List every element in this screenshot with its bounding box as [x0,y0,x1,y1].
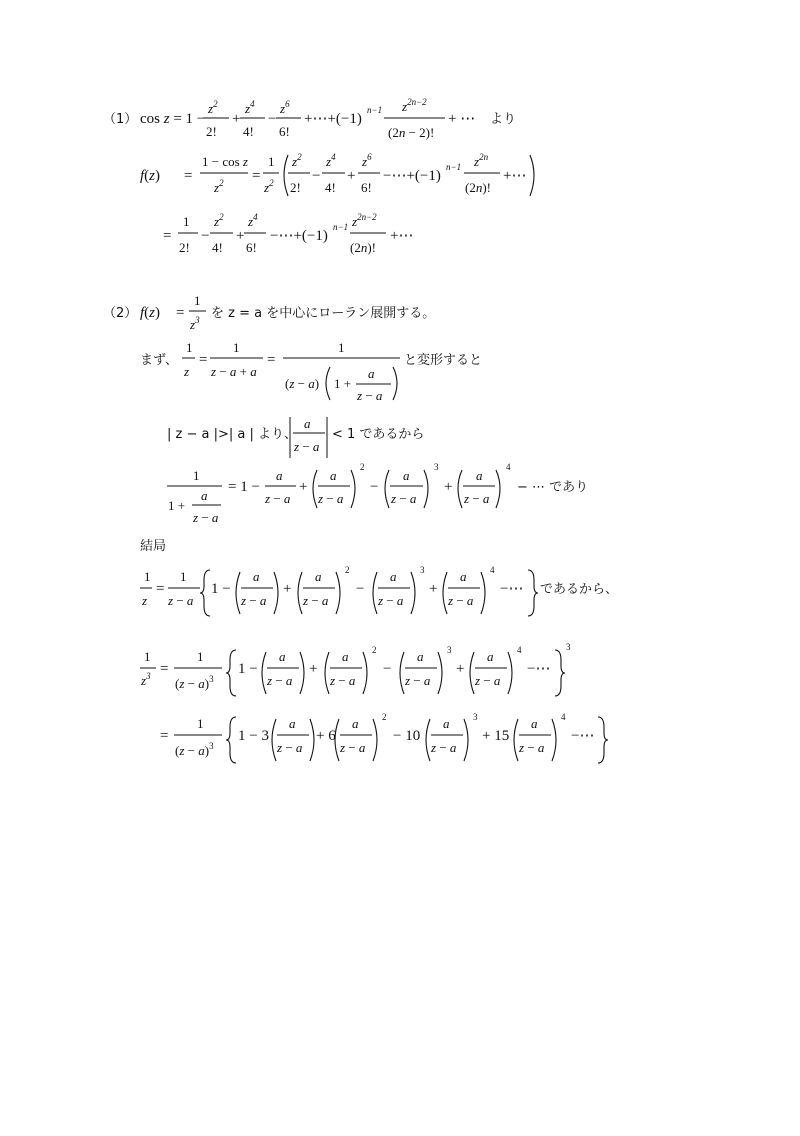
svg-text:z2: $z^2$ [264,178,274,195]
svg-text:a: a [289,716,296,731]
svg-text:−: − [201,228,210,244]
svg-text:z − a: z − a [448,593,474,608]
svg-text:a: a [279,649,286,664]
svg-text:z − a: z − a [475,673,501,688]
svg-text:a: a [417,649,424,664]
svg-text:z − a: z − a [318,491,344,506]
svg-text:−⋯: −⋯ [527,661,551,677]
svg-text:n−1: n−1 [367,105,383,115]
svg-text:3: 3 [434,462,439,472]
svg-text:a: a [276,468,283,483]
svg-text:2: 2 [345,565,350,575]
svg-text:(2n)!: (2n)! [350,240,377,255]
svg-text:+: + [236,228,245,244]
f-series-result [163,212,413,255]
svg-text:−: − [356,581,365,597]
svg-text:6!: 6! [361,180,372,195]
svg-text:6!: 6! [246,240,257,255]
svg-text:a: a [201,488,208,503]
svg-text:z4: $z^4$ [245,99,255,116]
svg-text:1: 1 [193,468,200,483]
svg-text:=: = [156,581,165,597]
svg-text:=: = [252,168,261,184]
svg-text:a: a [304,416,311,431]
svg-text:1: 1 [144,649,151,664]
f-series-line [140,152,534,196]
svg-text:+: + [309,661,318,677]
svg-text:a: a [460,569,467,584]
svg-text:6!: 6! [279,124,290,139]
svg-text:z2: $z^2$ [292,152,302,169]
svg-text:z − a: z − a [405,673,431,688]
svg-text:z3: $z^3$ [141,671,151,688]
svg-text:z3: $z^3$ [190,315,200,332]
svg-text:=: = [184,168,193,184]
svg-text:1: 1 [197,716,204,731]
svg-text:4: 4 [490,565,495,575]
svg-text:(2n − 2)!: (2n − 2)! [388,125,435,140]
svg-text:1: 1 [338,340,345,355]
problem2-statement [140,293,435,332]
svg-text:2!: 2! [290,180,301,195]
svg-text:z − a: z − a [303,593,329,608]
svg-text:a: a [352,716,359,731]
svg-text:z − a: z − a [193,510,219,525]
svg-text:z − a: z − a [294,439,320,454]
svg-text:(z − a): (z − a) [285,376,320,391]
svg-text:=: = [176,305,185,321]
svg-text:+⋯+(−1): +⋯+(−1) [304,111,362,127]
svg-text:=: = [163,228,172,244]
svg-text:+: + [347,168,356,184]
henkei-text: と変形すると [404,353,483,368]
dearukara-text: < 1 であるから [332,427,425,442]
svg-text:4: 4 [506,462,511,472]
cos-lhs: cos z = 1 − [140,111,206,127]
svg-text:3: 3 [420,565,425,575]
svg-text:z2: $z^2$ [208,99,218,116]
svg-text:−: − [383,661,392,677]
svg-text:4!: 4! [212,240,223,255]
svg-text:1 − 3: 1 − 3 [238,728,269,744]
svg-text:a: a [315,569,322,584]
svg-text:z: z [184,364,190,379]
svg-text:(2n)!: (2n)! [465,180,492,195]
svg-text:z4: $z^4$ [248,212,258,229]
svg-text:a: a [403,468,410,483]
svg-text:+ ⋯: + ⋯ [448,111,476,127]
svg-text:1: 1 [268,154,275,169]
svg-text:z − a: z − a [241,593,267,608]
svg-text:1: 1 [194,293,201,308]
svg-text:z − a: z − a [391,491,417,506]
svg-text:z6: $z^6$ [280,99,290,116]
svg-text:−⋯: −⋯ [571,728,595,744]
svg-text:3: 3 [447,645,452,655]
svg-text:(z − a)3: $(z - a)^3$ [175,741,214,758]
svg-text:z − a: z − a [265,491,291,506]
deari-text: − ⋯ であり [517,480,589,495]
svg-text:f(z): f(z) [140,305,161,321]
svg-text:1 −: 1 − [211,581,231,597]
svg-text:−⋯+(−1): −⋯+(−1) [383,168,441,184]
intro-text: を z = a を中心にローラン展開する。 [211,306,436,321]
svg-text:a: a [487,649,494,664]
svg-text:2!: 2! [179,240,190,255]
svg-text:z6: $z^6$ [362,152,372,169]
svg-text:z − a + a: z − a + a [211,364,257,379]
svg-text:z4: $z^4$ [326,152,336,169]
svg-text:+ 15: + 15 [482,728,510,744]
svg-text:− 10: − 10 [393,728,421,744]
svg-text:1: 1 [233,340,240,355]
mazu-text: まず、 [140,353,178,368]
svg-text:1 −: 1 − [238,661,258,677]
svg-text:a: a [253,569,260,584]
svg-text:4: 4 [561,712,566,722]
svg-text:a: a [531,716,538,731]
svg-text:3: 3 [473,712,478,722]
svg-text:z2n−2: $z^{2n-2}$ [402,97,427,114]
svg-text:a: a [342,649,349,664]
svg-text:+: + [429,581,438,597]
svg-text:1: 1 [180,569,187,584]
problem2-label: （2） [103,306,138,321]
dearukara2-text: であるから、 [540,582,619,597]
svg-text:+⋯: +⋯ [390,228,414,244]
svg-text:z − a: z − a [357,388,383,403]
svg-text:z − a: z − a [519,740,545,755]
svg-text:+⋯: +⋯ [503,168,527,184]
svg-text:2: 2 [360,462,365,472]
svg-text:z − a: z − a [330,673,356,688]
condition-line [167,416,424,458]
result-line-2 [140,642,571,696]
svg-text:+: + [283,581,292,597]
svg-text:+: + [299,479,308,495]
yori-text: より [490,112,517,127]
svg-text:1: 1 [183,214,190,229]
svg-text:3: 3 [566,642,571,652]
f-lhs: f(z) [140,168,161,184]
svg-text:1 − cos z: 1 − cos z [202,154,248,169]
svg-text:−: − [312,168,321,184]
svg-text:z − a: z − a [168,593,194,608]
svg-text:2: 2 [382,712,387,722]
condition-text: | z − a |>| a | より、 [167,427,297,442]
svg-text:+: + [232,111,241,127]
svg-text:z2: $z^2$ [214,178,224,195]
svg-text:1 +: 1 + [168,498,186,513]
svg-text:z − a: z − a [267,673,293,688]
svg-text:=: = [160,728,169,744]
svg-text:= 1 −: = 1 − [228,479,260,495]
svg-text:a: a [476,468,483,483]
svg-text:−⋯: −⋯ [500,581,524,597]
svg-text:z − a: z − a [340,740,366,755]
svg-text:=: = [267,352,276,368]
svg-text:+ 6: + 6 [316,728,336,744]
problem1-label: （1） [103,112,138,127]
svg-text:1: 1 [186,340,193,355]
transform-line [140,340,482,403]
svg-text:a: a [443,716,450,731]
svg-text:z: z [142,593,148,608]
kekkyoku-text: 結局 [140,539,167,554]
result-line-1 [140,565,618,616]
svg-text:a: a [390,569,397,584]
svg-text:z2n−2: $z^{2n-2}$ [352,212,377,229]
svg-text:=: = [199,352,208,368]
svg-text:a: a [368,366,375,381]
svg-text:−: − [268,111,277,127]
svg-text:+: + [456,661,465,677]
svg-text:1 +: 1 + [334,376,352,391]
svg-text:(z − a)3: $(z - a)^3$ [175,674,214,691]
geometric-series-line [167,462,588,525]
svg-text:−: − [370,479,379,495]
svg-text:z − a: z − a [464,491,490,506]
svg-text:z − a: z − a [277,740,303,755]
svg-text:4!: 4! [243,124,254,139]
svg-text:4!: 4! [325,180,336,195]
svg-text:+: + [444,479,453,495]
svg-text:1: 1 [144,569,151,584]
svg-text:−⋯+(−1): −⋯+(−1) [270,228,328,244]
svg-text:z2n: $z^{2n}$ [474,152,489,169]
svg-text:a: a [330,468,337,483]
frac-den: 2! [206,124,217,139]
result-line-3 [160,712,608,763]
cos-series-line [140,97,516,140]
svg-text:n−1: n−1 [446,162,462,172]
svg-text:4: 4 [517,645,522,655]
svg-text:n−1: n−1 [333,222,349,232]
svg-text:=: = [160,661,169,677]
svg-text:1: 1 [197,649,204,664]
svg-text:z − a: z − a [431,740,457,755]
svg-text:z2: $z^2$ [214,212,224,229]
svg-text:2: 2 [372,645,377,655]
svg-text:z − a: z − a [378,593,404,608]
